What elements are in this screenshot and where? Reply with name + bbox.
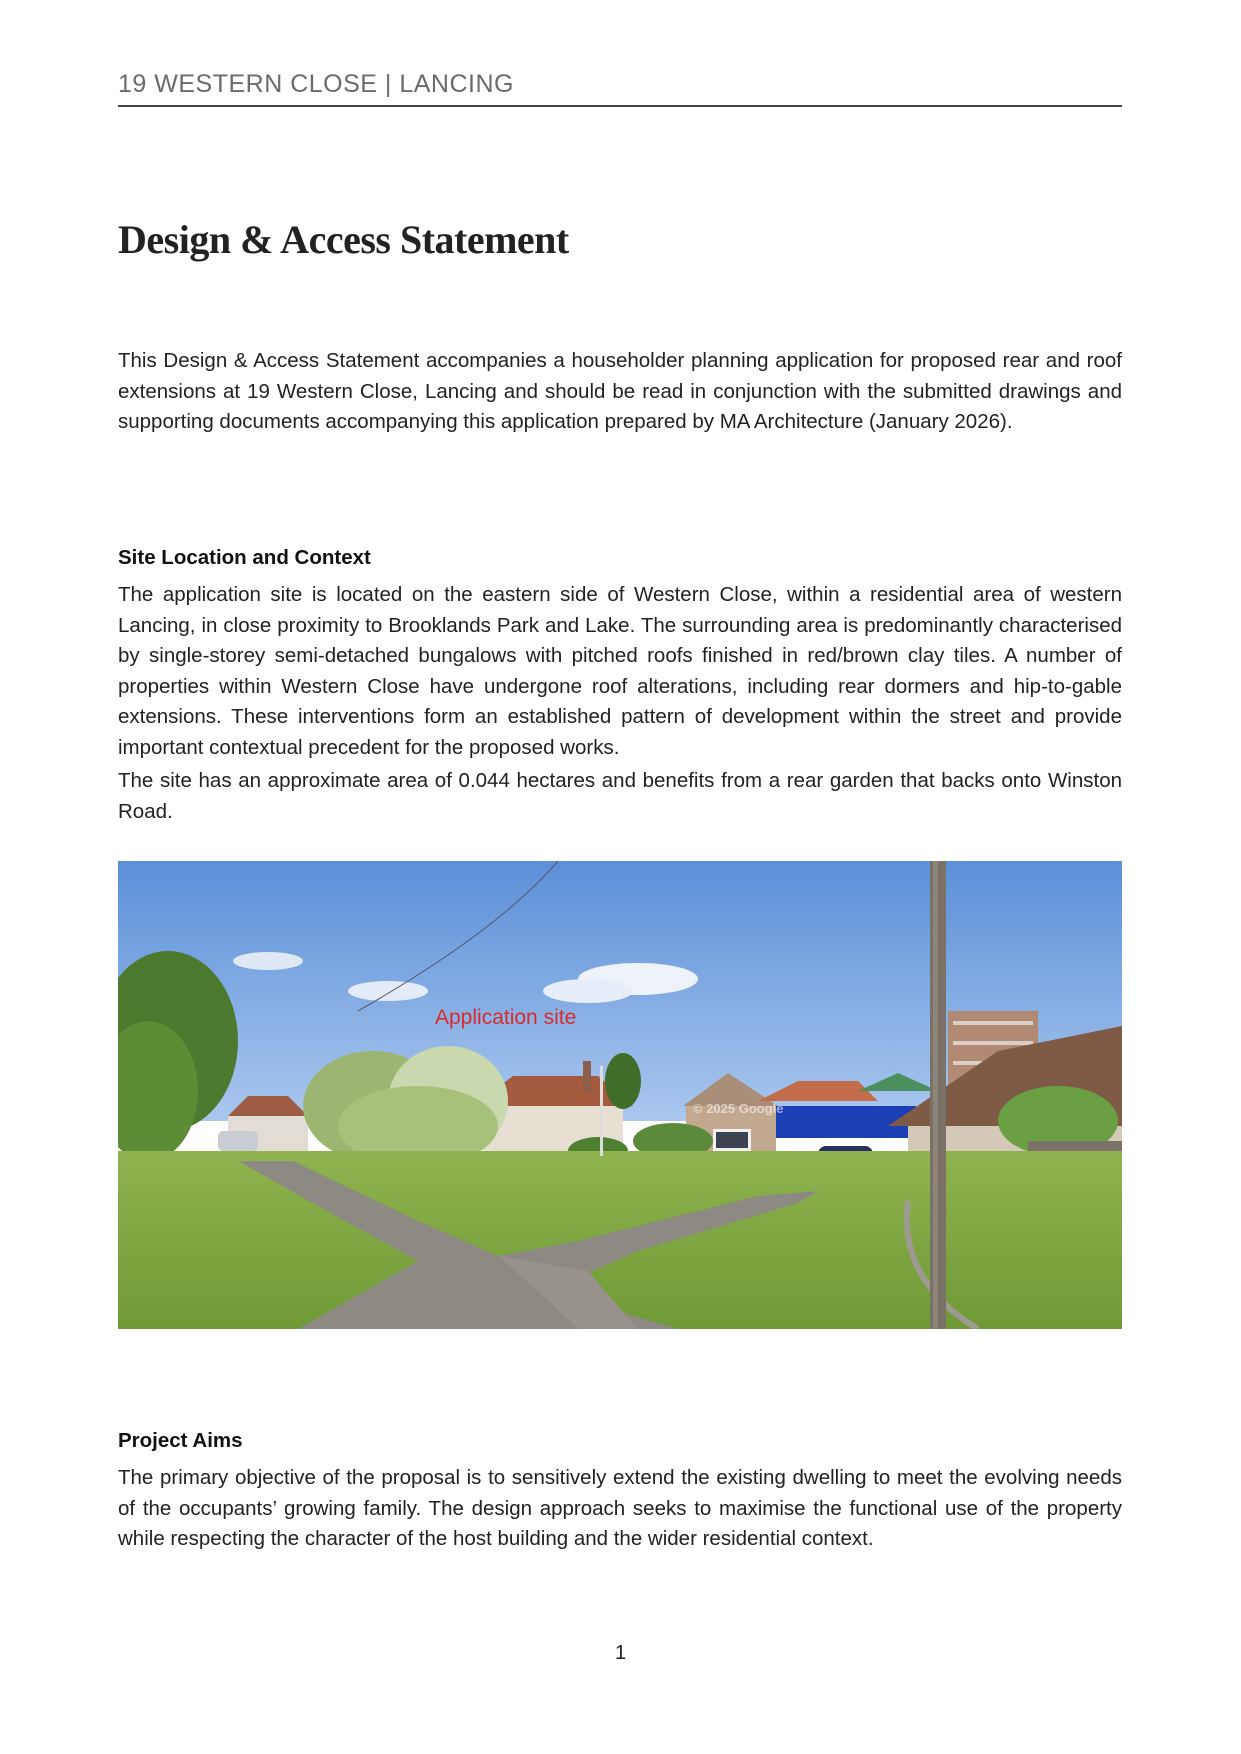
project-aims-paragraph: The primary objective of the proposal is to sensitively extend the existing dwelling to meet the evolving needs of the occupants’ growing family. The design approach seeks to maximise the functional use of the property while respecting the character of the host building and the wider residential context. (118, 1466, 1122, 1550)
site-location-paragraph-2: The site has an approximate area of 0.044 hectares and benefits from a rear garden that backs onto Winston Road. (118, 769, 1122, 823)
page-number: 1 (614, 1642, 627, 1664)
site-photo (118, 861, 1122, 1329)
map-watermark: © 2025 Google (693, 1101, 784, 1116)
street-view-image (118, 861, 1122, 1329)
document-header: 19 WESTERN CLOSE | LANCING (118, 70, 1122, 107)
application-site-label: Application site (435, 1006, 577, 1029)
site-location-paragraph-1: The application site is located on the eastern side of Western Close, within a residential area of western Lancing, in close proximity to Brooklands Park and Lake. The surrounding area is predominantly characterised by single-storey semi-detached bungalows with pitched roofs finished in red/brown clay tiles. A number of properties within Western Close have undergone roof alterations, including rear dormers and hip-to-gable extensions. These interventions form an established pattern of development within the street and provide important contextual precedent for the proposed works. (118, 583, 1122, 759)
page-title: Design & Access Statement (118, 217, 569, 262)
intro-paragraph: This Design & Access Statement accompanies a householder planning application for proposed rear and roof extensions at 19 Western Close, Lancing and should be read in conjunction with the submitted drawings and supporting documents accompanying this application prepared by MA Architecture (January 2026). (118, 349, 1122, 433)
project-aims-heading: Project Aims (118, 1429, 243, 1452)
site-location-heading: Site Location and Context (118, 546, 371, 569)
